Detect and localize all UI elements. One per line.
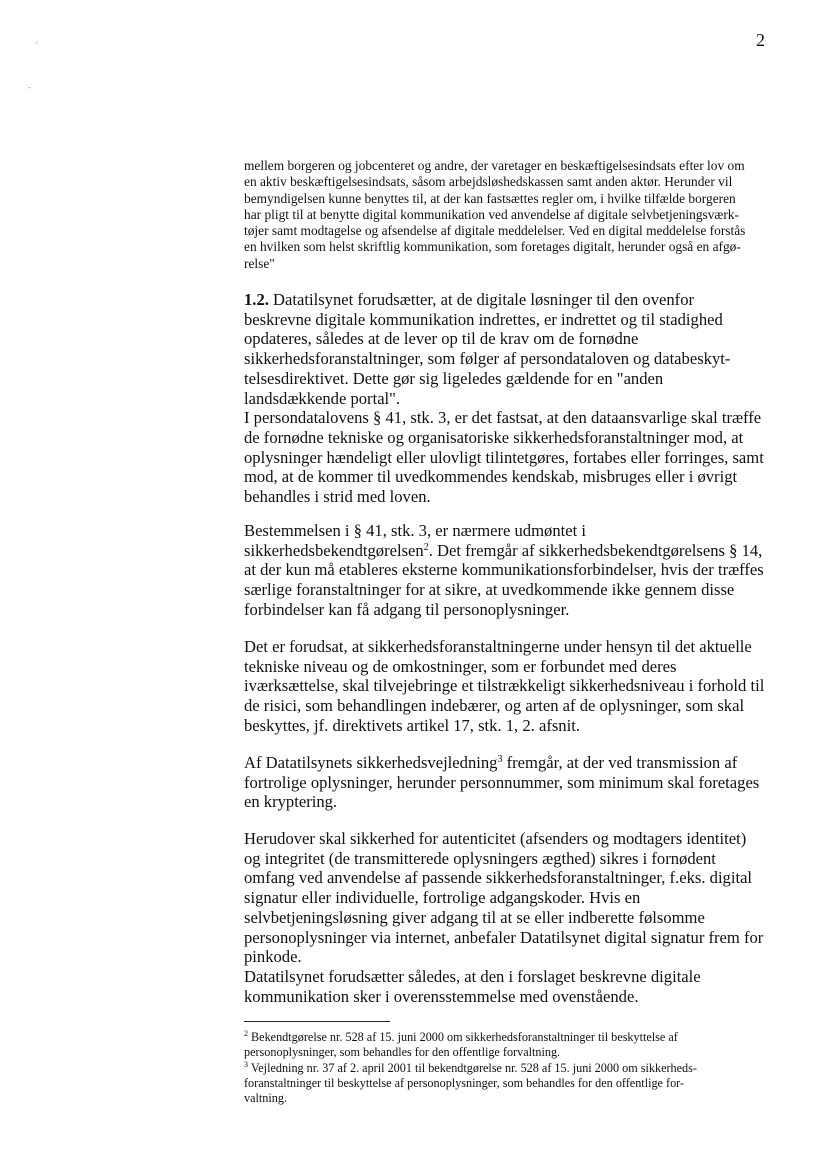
paragraph-line xyxy=(244,541,784,561)
paragraph-text: Datatilsynet forudsætter, at de digitale løsninger til den ovenfor xyxy=(268,290,695,309)
paragraph-line: at der kun må etableres eksterne kommunikationsforbindelser, hvis der træffes xyxy=(244,560,764,580)
footnote-2-line: personoplysninger, som behandles for den offentlige forvaltning. xyxy=(244,1045,561,1060)
paragraph-line: iværksættelse, skal tilvejebringe et tilstrækkeligt sikkerhedsniveau i forhold til xyxy=(244,676,765,696)
footnote-3-line: valtning. xyxy=(244,1091,287,1106)
footnotes xyxy=(244,1030,774,1106)
paragraph-line: Herudover skal sikkerhed for autenticitet (afsenders og modtagers identitet) xyxy=(244,829,747,848)
quote-line: en hvilken som helst skriftlig kommunikation, som foretages digitalt, herunder også en afgø- xyxy=(244,239,741,255)
paragraph-line: tekniske niveau og de omkostninger, som er forbundet med deres xyxy=(244,656,677,676)
margin-mark: - xyxy=(28,82,31,92)
paragraph-line: Det er forudsat, at sikkerhedsforanstaltningerne under hensyn til det aktuelle xyxy=(244,637,752,656)
paragraph-line: telsesdirektivet. Dette gør sig ligeledes gældende for en "anden xyxy=(244,368,664,388)
paragraph-line: behandles i strid med loven. xyxy=(244,487,431,507)
paragraph-line: sikkerhedsforanstaltninger, som følger af persondataloven og databeskyt- xyxy=(244,349,731,369)
footnote-marker: 2 xyxy=(244,1029,248,1038)
paragraph-line: beskrevne digitale kommunikation indrettes, er indrettet og til stadighed xyxy=(244,309,723,329)
paragraph-line: I persondatalovens § 41, stk. 3, er det fastsat, at den dataansvarlige skal træffe xyxy=(244,408,762,428)
paragraph-text: sikkerhedsbekendtgørelsen xyxy=(244,540,424,560)
paragraph-authenticity xyxy=(244,829,784,1006)
paragraph-line: opdateres, således at de lever op til de krav om de fornødne xyxy=(244,329,639,349)
paragraph-line: fortrolige oplysninger, herunder personnummer, som minimum skal foretages xyxy=(244,772,760,792)
paragraph-line: særlige foranstaltninger for at sikre, at uvedkommende ikke gennem disse xyxy=(244,580,735,600)
footnote-marker: 3 xyxy=(244,1059,248,1069)
paragraph-security-order xyxy=(244,521,784,620)
footnote-3-line xyxy=(244,1061,774,1076)
paragraph-line: en kryptering. xyxy=(244,792,338,812)
paragraph-text: Af Datatilsynets sikkerhedsvejledning xyxy=(244,753,498,772)
footnote-reference: 3 xyxy=(497,754,503,765)
quote-line: bemyndigelsen kunne benyttes til, at der kan fastsættes regler om, i hvilke tilfælde borgeren xyxy=(244,190,736,206)
paragraph-line: forbindelser kan få adgang til personoplysninger. xyxy=(244,599,570,619)
paragraph-line: mod, at de kommer til uvedkommendes kendskab, misbruges eller i øvrigt xyxy=(244,467,738,487)
quote-line: mellem borgeren og jobcenteret og andre, der varetager en beskæftigelsesindsats efter lov om xyxy=(244,158,745,173)
paragraph-line: Bestemmelsen i § 41, stk. 3, er nærmere udmøntet i xyxy=(244,521,586,540)
paragraph-line: oplysninger hændeligt eller ulovligt tilintetgøres, fortabes eller forringes, samt xyxy=(244,447,764,467)
quote-line: relse" xyxy=(244,255,275,271)
footnote-text: Vejledning nr. 37 af 2. april 2001 til bekendtgørelse nr. 528 af 15. juni 2000 om sikkerheds- xyxy=(248,1060,697,1075)
paragraph-line: beskyttes, jf. direktivets artikel 17, stk. 1, 2. afsnit. xyxy=(244,715,580,735)
paragraph-line: landsdækkende portal". xyxy=(244,388,401,408)
footnote-text: Bekendtgørelse nr. 528 af 15. juni 2000 om sikkerhedsforanstaltninger til beskyttelse af xyxy=(248,1030,678,1044)
footnote-3-line: foranstaltninger til beskyttelse af personoplysninger, som behandles for den offentlige for- xyxy=(244,1075,685,1090)
paragraph-line: pinkode. xyxy=(244,947,302,967)
paragraph-text: . Det fremgår af sikkerhedsbekendtgørelsens § 14, xyxy=(428,540,763,560)
paragraph-line: de fornødne tekniske og organisatoriske sikkerhedsforanstaltninger mod, at xyxy=(244,427,744,447)
section-heading-line xyxy=(244,290,784,310)
paragraph-line: kommunikation sker i overensstemmelse med ovenstående. xyxy=(244,986,639,1006)
quote-line: har pligt til at benytte digital kommunikation ved anvendelse af digitale selvbetjeningsværk- xyxy=(244,206,739,222)
paragraph-text: fremgår, at der ved transmission af xyxy=(502,753,738,772)
page-number: 2 xyxy=(756,30,765,50)
footnote-reference: 2 xyxy=(423,541,429,553)
quote-line: tøjer samt modtagelse og afsendelse af digitale meddelelser. Ved en digital meddelelse forstås xyxy=(244,223,746,239)
paragraph-line: de risici, som behandlingen indebærer, og arten af de oplysninger, som skal xyxy=(244,696,745,716)
paragraph-encryption xyxy=(244,753,784,812)
paragraph-line: og integritet (de transmitterede oplysningers ægthed) sikres i fornødent xyxy=(244,848,716,868)
paragraph-security-level xyxy=(244,637,784,736)
paragraph-line: selvbetjeningsløsning giver adgang til at se eller indberette følsomme xyxy=(244,907,705,927)
section-1-2 xyxy=(244,290,784,507)
quoted-law-text xyxy=(244,158,766,272)
paragraph-line: personoplysninger via internet, anbefaler Datatilsynet digital signatur frem for xyxy=(244,927,764,947)
section-number: 1.2. xyxy=(244,290,269,309)
footnote-2-line xyxy=(244,1030,774,1045)
margin-mark: ' xyxy=(36,40,38,50)
paragraph-line xyxy=(244,753,784,773)
paragraph-line: Datatilsynet forudsætter således, at den i forslaget beskrevne digitale xyxy=(244,966,701,986)
footnote-divider xyxy=(244,1021,390,1022)
paragraph-line: omfang ved anvendelse af passende sikkerhedsforanstaltninger, f.eks. digital xyxy=(244,868,753,888)
paragraph-line: signatur eller individuelle, fortrolige adgangskoder. Hvis en xyxy=(244,888,641,908)
quote-line: en aktiv beskæftigelsesindsats, såsom arbejdsløshedskassen samt anden aktør. Herunder vil xyxy=(244,174,733,190)
